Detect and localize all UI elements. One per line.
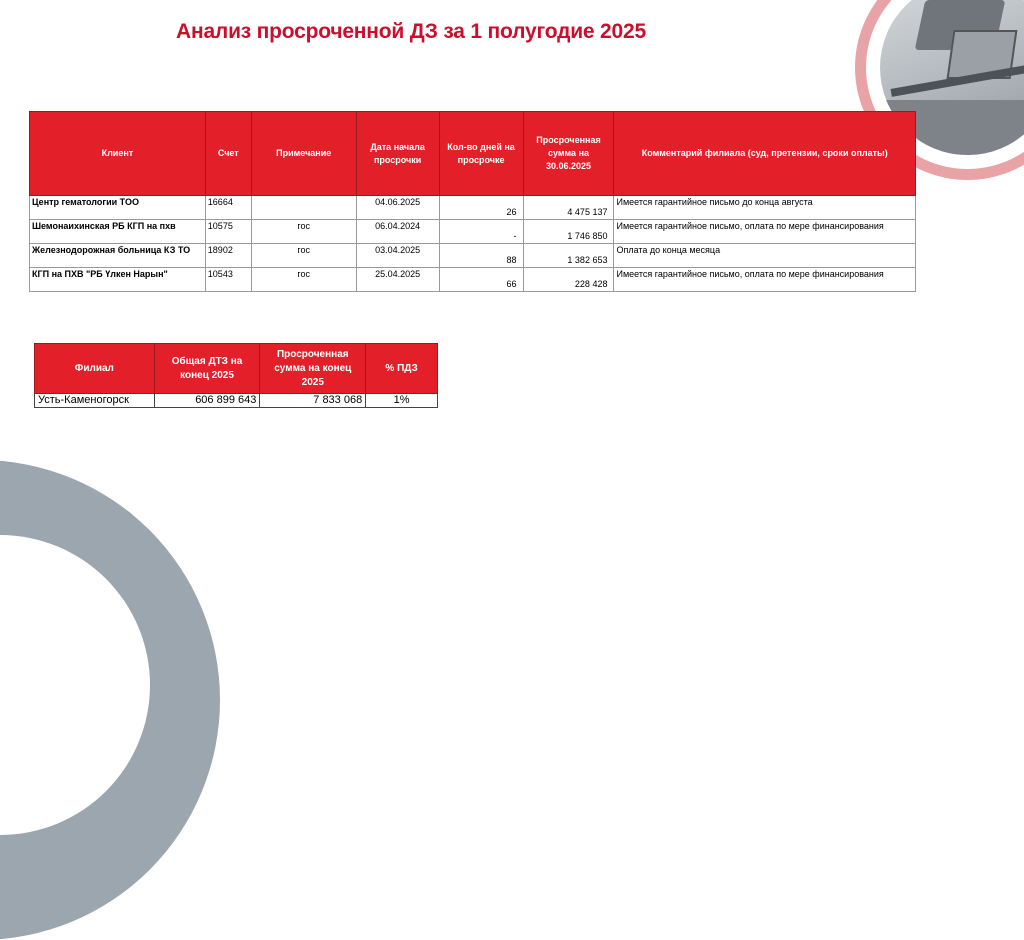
- header-start-date: Дата начала просрочки: [356, 112, 439, 196]
- cell-start-date: 03.04.2025: [356, 244, 439, 268]
- cell-account: 18902: [205, 244, 251, 268]
- table-row: [30, 196, 916, 220]
- cell-amount: 228 428: [523, 268, 614, 292]
- header-comment: Комментарий филиала (суд, претензии, сроки оплаты): [614, 112, 916, 196]
- cell-note: гос: [251, 268, 356, 292]
- summary-table: [34, 343, 438, 408]
- table-row: [30, 220, 916, 244]
- table-row: [30, 244, 916, 268]
- cell-comment: Оплата до конца месяца: [614, 244, 916, 268]
- cell-overdue: 7 833 068: [260, 394, 366, 408]
- page-title: Анализ просроченной ДЗ за 1 полугодие 2025: [176, 20, 646, 43]
- cell-amount: 1 746 850: [523, 220, 614, 244]
- overdue-table-header-row: [30, 112, 916, 196]
- cell-days: 88: [439, 244, 523, 268]
- cell-days: 66: [439, 268, 523, 292]
- cell-client: Центр гематологии ТОО: [30, 196, 206, 220]
- cell-days: 26: [439, 196, 523, 220]
- header-note: Примечание: [251, 112, 356, 196]
- table-row: [35, 394, 438, 408]
- cell-days: -: [439, 220, 523, 244]
- cell-note: [251, 196, 356, 220]
- cell-client: Шемонаихинская РБ КГП на пхв: [30, 220, 206, 244]
- cell-client: Железнодорожная больница КЗ ТО: [30, 244, 206, 268]
- cell-start-date: 25.04.2025: [356, 268, 439, 292]
- cell-comment: Имеется гарантийное письмо, оплата по мере финансирования: [614, 220, 916, 244]
- header-client: Клиент: [30, 112, 206, 196]
- cell-comment: Имеется гарантийное письмо, оплата по мере финансирования: [614, 268, 916, 292]
- header-account: Счет: [205, 112, 251, 196]
- header-amount: Просроченная сумма на 30.06.2025: [523, 112, 614, 196]
- header-overdue-amount: Просроченная сумма на конец 2025: [260, 344, 366, 394]
- header-days: Кол-во дней на просрочке: [439, 112, 523, 196]
- header-total-receivables: Общая ДТЗ на конец 2025: [154, 344, 260, 394]
- cell-percent: 1%: [366, 394, 438, 408]
- cell-note: гос: [251, 220, 356, 244]
- cell-comment: Имеется гарантийное письмо до конца августа: [614, 196, 916, 220]
- header-branch: Филиал: [35, 344, 155, 394]
- cell-amount: 1 382 653: [523, 244, 614, 268]
- cell-total: 606 899 643: [154, 394, 260, 408]
- cell-amount: 4 475 137: [523, 196, 614, 220]
- cell-account: 10543: [205, 268, 251, 292]
- cell-note: гос: [251, 244, 356, 268]
- summary-table-header-row: [35, 344, 438, 394]
- cell-start-date: 06.04.2024: [356, 220, 439, 244]
- overdue-table: [29, 111, 916, 292]
- cell-account: 10575: [205, 220, 251, 244]
- table-row: [30, 268, 916, 292]
- cell-account: 16664: [205, 196, 251, 220]
- cell-branch: Усть-Каменогорск: [35, 394, 155, 408]
- cell-start-date: 04.06.2025: [356, 196, 439, 220]
- cell-client: КГП на ПХВ "РБ Үлкен Нарын": [30, 268, 206, 292]
- header-overdue-percent: % ПДЗ: [366, 344, 438, 394]
